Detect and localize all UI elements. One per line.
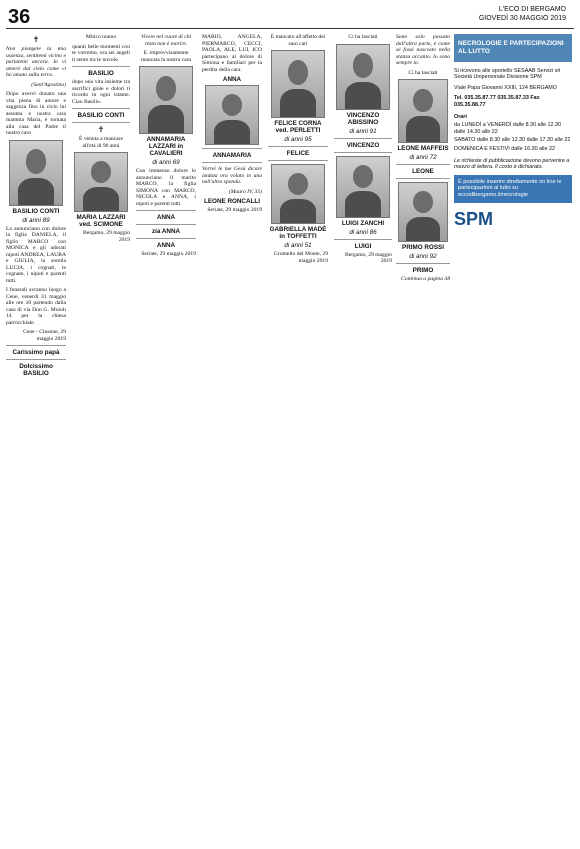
notice-heading: BASILIO [88, 70, 114, 77]
deceased-name: BASILIO CONTI [12, 207, 60, 215]
deceased-age: di anni 89 [22, 216, 50, 224]
notice-text: È mancato all'affetto dei suoi cari [270, 34, 326, 47]
divider [6, 359, 66, 360]
divider [396, 164, 450, 165]
divider [268, 146, 328, 147]
deceased-age: di anni 86 [349, 228, 377, 236]
verse: Vivere nel cuore di chi resta non è morire. [140, 34, 192, 47]
place-date: Seriate, 29 maggio 2019 [141, 251, 196, 257]
divider [6, 345, 66, 346]
notice-heading: LUIGI [354, 242, 372, 250]
deceased-age: di anni 51 [284, 242, 312, 249]
portrait-photo [205, 85, 259, 145]
spm-logo: SPM [454, 208, 494, 229]
info-sidebar [454, 34, 572, 230]
divider [334, 239, 392, 240]
sidebar-title: NECROLOGIE E PARTECIPAZIONI AL LUTTO [454, 34, 572, 62]
column-3 [136, 34, 196, 842]
notice-heading: BASILIO CONTI [77, 112, 125, 119]
divider [202, 148, 262, 149]
deceased-age: di anni 69 [152, 159, 180, 166]
hours-weekdays: da LUNEDÌ a VENERDÌ dalle 8.30 alle 12.30 dalle 14.30 alle 22 [454, 122, 561, 135]
sidebar-address: Viale Papa Giovanni XXIII, 124 BERGAMO [454, 84, 557, 91]
deceased-name: ANNAMARIA LAZZARI in CAVALIERI [146, 136, 186, 157]
notice-heading: Carissimo papà [12, 349, 60, 356]
verse: Vorrei le tue Gesù dicare andata ora volato in una nell'altro sponda. [202, 166, 262, 185]
portrait-photo [336, 156, 390, 218]
notice-heading: ANNA [156, 242, 176, 249]
notice-heading: ANNA [156, 214, 176, 221]
page-header [0, 0, 580, 30]
portrait-photo [336, 44, 390, 110]
notice-heading: PRIMO [412, 267, 434, 274]
sidebar-phone: Tel. 035.35.87.77 035.35.87.33 Fax 035.35.88.77 [454, 95, 540, 108]
notice-caption: È venuta a mancare all'età di 90 anni [79, 136, 123, 149]
divider [396, 263, 450, 264]
verse: Non piangete la mia assenza, sentitemi vicino e parlatemi ancora. Io vi amerò dal cielo come vi ho amato sulla terra. [6, 46, 66, 78]
portrait-photo [74, 152, 128, 212]
divider [334, 138, 392, 139]
notice-heading: ANNA [222, 76, 242, 83]
header-rule [6, 28, 574, 29]
notice-heading: FELICE [286, 150, 310, 157]
notice-heading: Dolcissimo BASILIO [19, 363, 53, 377]
verse: Sono solo passato dall'altra parte, è come se fossi nascosto nella stanza accanto. Io sono sempre io. [396, 34, 450, 66]
notice-heading: zia ANNA [151, 228, 181, 235]
column-1 [6, 34, 66, 842]
deceased-name: VINCENZO ABISSINO [346, 111, 380, 126]
deceased-age: di anni 92 [409, 253, 437, 260]
family-text: Con immenso dolore lo annunciano il marito MARCO, la figlia SIMONA con MARCO, NICOLA e ANNA, i nipoti e parenti tutti. [136, 168, 196, 207]
notice-heading: ANNAMARIA [212, 152, 252, 159]
divider [396, 178, 450, 179]
column-5 [268, 34, 328, 842]
place-date: Bergamo, 29 maggio 2019 [345, 251, 392, 264]
verse-source: (Mauro IV, 35) [228, 188, 262, 195]
divider [334, 152, 392, 153]
divider [72, 66, 130, 67]
deceased-name: LUIGI ZANCHI [341, 219, 385, 227]
sidebar-note: Le richieste di pubblicazione devono pervenire a mezzo di lettera. Il costo è dichiarato. [454, 158, 570, 171]
hours-saturday: SABATO dalle 8.30 alle 12.30 dalle 17.30 alle 22 [454, 137, 571, 144]
divider [136, 224, 196, 225]
portrait-photo [9, 140, 63, 206]
family-text: Lo annunciano con dolore la figlia DANIELA, il figlio MARCO con MONICA e gli adorati nipoti ANDREA, LAURA e GIULIA, la sorella LUCIA, i cognati, le cognate, i nipoti e parenti tutti. [6, 225, 66, 284]
column-2 [72, 34, 130, 842]
notice-text: dopo una vita insieme tra sacrifici gioie e dolori ti ricordo in ogni istante. Ciao Basilio. [72, 79, 130, 105]
deceased-name: FELICE CORNA ved. PERLETTI [274, 120, 322, 134]
column-6 [334, 34, 392, 842]
place-date: Seriate, 29 maggio 2019 [207, 207, 262, 213]
notice-text: quanti belle momenti con te vorremo, ora sei angeli ti sento tra le nuvole. [72, 43, 130, 63]
portrait-photo [271, 164, 325, 224]
divider [72, 108, 130, 109]
hours-sunday: DOMENICA E FESTIVI dalle 16.30 alle 22 [454, 145, 555, 152]
column-7 [396, 34, 450, 842]
divider [136, 238, 196, 239]
place-date: Grumello del Monte, 29 maggio 2019 [273, 251, 328, 264]
deceased-name: MARIA LAZZARI ved. SCIMONE [76, 214, 126, 228]
place-date: Cene - Clusone, 29 maggio 2019 [23, 329, 66, 342]
portrait-photo [398, 182, 448, 242]
verse-source: (Sant'Agostino) [31, 81, 66, 88]
deceased-name: PRIMO ROSSI [402, 244, 444, 251]
portrait-photo [139, 66, 193, 134]
funeral-text: I funerali avranno luogo a Cene, venerdì 31 maggio alle ore 10 partendo dalla casa di via Don G. Moioli 14 per la chiesa parrocchiale. [6, 287, 66, 326]
cross-icon: ✝ [97, 125, 105, 134]
deceased-age: di anni 95 [284, 136, 312, 143]
notice-heading: VINCENZO [346, 141, 380, 149]
publication-header [479, 5, 566, 23]
hours-title: Orari [454, 114, 467, 121]
announcement-text: Dopo avervi donato una vita piena di amore e saggezza fino in ciclo lui assunta e nostra cara mamma Maria, è tornata alla casa del Padre il nostro caro [6, 91, 66, 136]
notice-title: Mitico nonno [85, 34, 117, 40]
divider [72, 122, 130, 123]
deceased-age: di anni 72 [409, 154, 437, 161]
deceased-name: LEONE MAFFEIS [397, 145, 449, 152]
notice-text: Ci ha lasciati [408, 69, 438, 76]
deceased-age: di anni 91 [349, 127, 377, 135]
column-4 [202, 34, 262, 842]
notice-text: MARIO, ANGELA, PIERMARCO, CECCI, PAOLA, ALE, LUI, ICO partecipano al dolore di Simona e familiari per la perdita della cara [202, 34, 262, 73]
page-number: 36 [8, 6, 31, 28]
notice-text: E. improvvisamente mancata la nostra cara [141, 50, 191, 63]
divider [136, 210, 196, 211]
publication-name: L'ECO DI BERGAMO [498, 6, 566, 13]
place-date: Bergamo, 29 maggio 2019 [83, 230, 130, 243]
publication-date: GIOVEDÌ 30 MAGGIO 2019 [478, 15, 566, 22]
notice-heading: LEONE RONCALLI [204, 198, 260, 205]
sidebar-text: Si ricevono alle sportello SESAAB Servizi srl Società Unipersonale Divisione SPM [454, 68, 561, 81]
notice-heading: LEONE [412, 168, 434, 175]
portrait-photo [271, 50, 325, 118]
notice-text: Ci ha lasciati [348, 34, 378, 40]
online-box[interactable]: È possibile inserire direttamente on line le partecipazioni al lutto su eccodibergamo.it/necrologie [454, 175, 572, 203]
divider [202, 162, 262, 163]
continued-note: Continua a pagina 38 [401, 276, 450, 282]
portrait-photo [398, 79, 448, 143]
deceased-name: GABRIELLA MADÈ in TOFFETTI [269, 226, 327, 240]
cross-icon: ✝ [32, 35, 40, 44]
divider [268, 160, 328, 161]
